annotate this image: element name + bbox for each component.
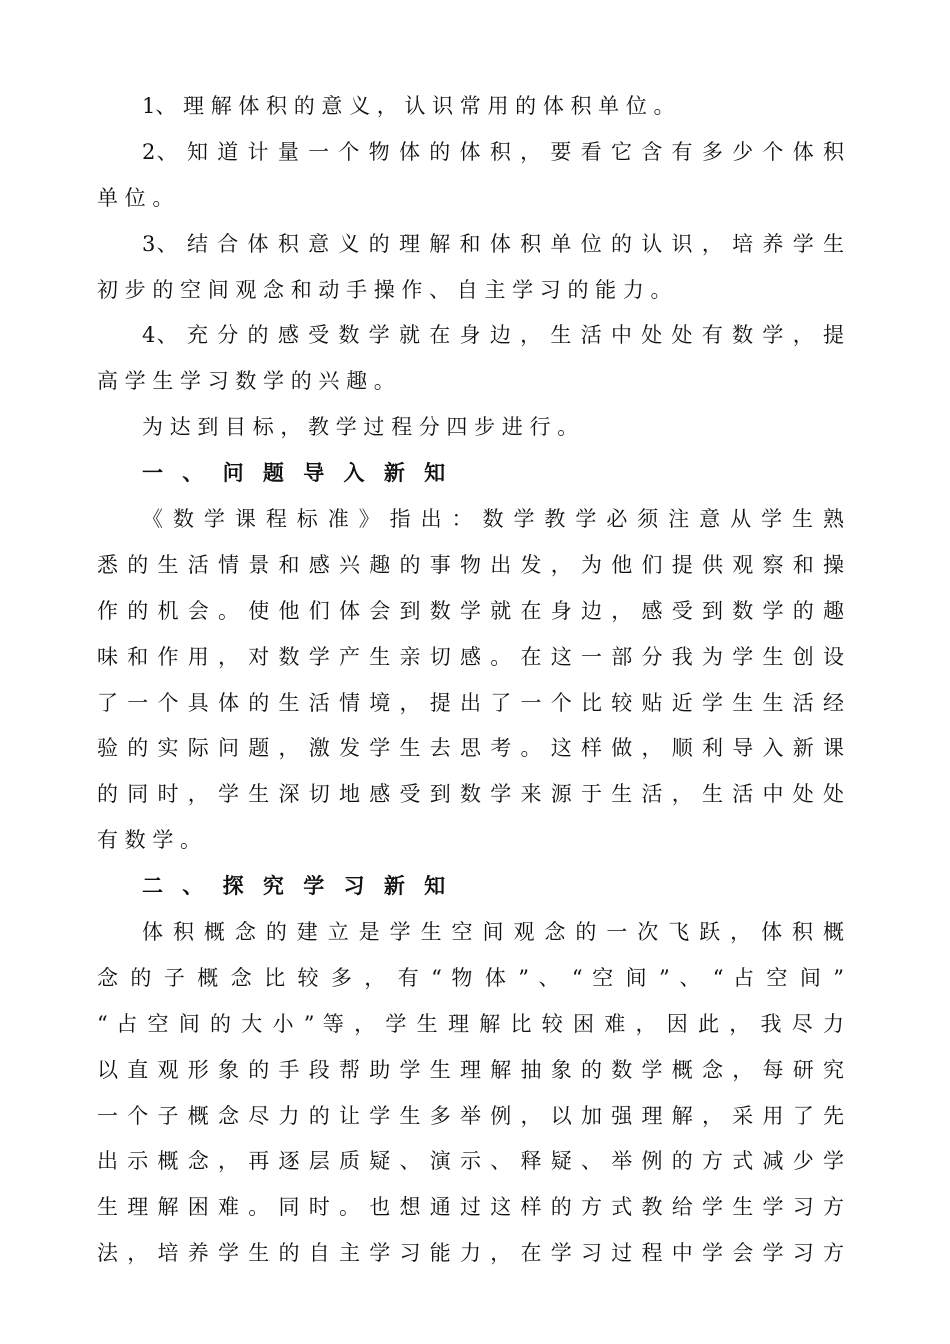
section-2-para-line-3: “ 占 空 间 的 大 小 ” 等 ， 学 生 理 解 比 较 困 难 ， 因 此 ， 我 尽 力 xyxy=(97,1011,844,1036)
objective-4-line-1: 4、 充 分 的 感 受 数 学 就 在 身 边 ， 生 活 中 处 处 有 数 学 ， 提 xyxy=(142,323,844,348)
section-1-para-line-2: 悉 的 生 活 情 景 和 感 兴 趣 的 事 物 出 发 ， 为 他 们 提 供 观 察 和 操 xyxy=(97,552,844,577)
section-1-para-line-1: 《 数 学 课 程 标 准 》 指 出 ： 数 学 教 学 必 须 注 意 从 学 生 熟 xyxy=(142,507,844,532)
section-1-para-line-8: 有 数 学 。 xyxy=(97,828,202,853)
objective-3-line-1: 3、 结 合 体 积 意 义 的 理 解 和 体 积 单 位 的 认 识 ， 培 养 学 生 xyxy=(142,231,844,256)
section-2-para-line-7: 生 理 解 困 难 。 同 时 。 也 想 通 过 这 样 的 方 式 教 给 学 生 学 习 方 xyxy=(97,1195,844,1220)
objective-1-line: 1、 理 解 体 积 的 意 义 ， 认 识 常 用 的 体 积 单 位 。 xyxy=(142,94,675,118)
section-1-para-line-7: 的 同 时 ， 学 生 深 切 地 感 受 到 数 学 来 源 于 生 活 ， 生 活 中 处 处 xyxy=(97,782,844,807)
section-1-para-line-4: 味 和 作 用 ， 对 数 学 产 生 亲 切 感 。 在 这 一 部 分 我 为 学 生 创 设 xyxy=(97,644,844,669)
section-2-para-line-4: 以 直 观 形 象 的 手 段 帮 助 学 生 理 解 抽 象 的 数 学 概 念 ， 每 研 究 xyxy=(97,1057,844,1082)
objective-4-line-2: 高 学 生 学 习 数 学 的 兴 趣 。 xyxy=(97,369,395,394)
objective-3-line-2: 初 步 的 空 间 观 念 和 动 手 操 作 、 自 主 学 习 的 能 力 。 xyxy=(97,277,672,302)
process-intro-line: 为 达 到 目 标 ， 教 学 过 程 分 四 步 进 行 。 xyxy=(142,415,579,440)
objective-2-line-2: 单 位 。 xyxy=(97,185,174,210)
section-2-para-line-1: 体 积 概 念 的 建 立 是 学 生 空 间 观 念 的 一 次 飞 跃 ， 体 积 概 xyxy=(142,920,844,945)
section-2-para-line-2: 念 的 子 概 念 比 较 多 ， 有 “ 物 体 ” 、 “ 空 间 ” 、 “ 占 空 间 ” xyxy=(97,965,844,990)
section-1-para-line-5: 了 一 个 具 体 的 生 活 情 境 ， 提 出 了 一 个 比 较 贴 近 学 生 生 活 经 xyxy=(97,690,844,715)
section-2-para-line-6: 出 示 概 念 ， 再 逐 层 质 疑 、 演 示 、 释 疑 、 举 例 的 方 式 减 少 学 xyxy=(97,1149,844,1174)
objective-2-line-1: 2、 知 道 计 量 一 个 物 体 的 体 积 ， 要 看 它 含 有 多 少 个 体 积 xyxy=(142,139,844,164)
section-2-para-line-5: 一 个 子 概 念 尽 力 的 让 学 生 多 举 例 ， 以 加 强 理 解 ， 采 用 了 先 xyxy=(97,1103,844,1128)
section-2-heading: 二 、 探 究 学 习 新 知 xyxy=(142,874,452,899)
section-1-para-line-6: 验 的 实 际 问 题 ， 激 发 学 生 去 思 考 。 这 样 做 ， 顺 利 导 入 新 课 xyxy=(97,736,844,761)
section-1-heading: 一 、 问 题 导 入 新 知 xyxy=(142,461,452,486)
section-2-para-line-8: 法 ， 培 养 学 生 的 自 主 学 习 能 力 ， 在 学 习 过 程 中 学 会 学 习 方 xyxy=(97,1241,844,1266)
section-1-para-line-3: 作 的 机 会 。 使 他 们 体 会 到 数 学 就 在 身 边 ， 感 受 到 数 学 的 趣 xyxy=(97,598,844,623)
